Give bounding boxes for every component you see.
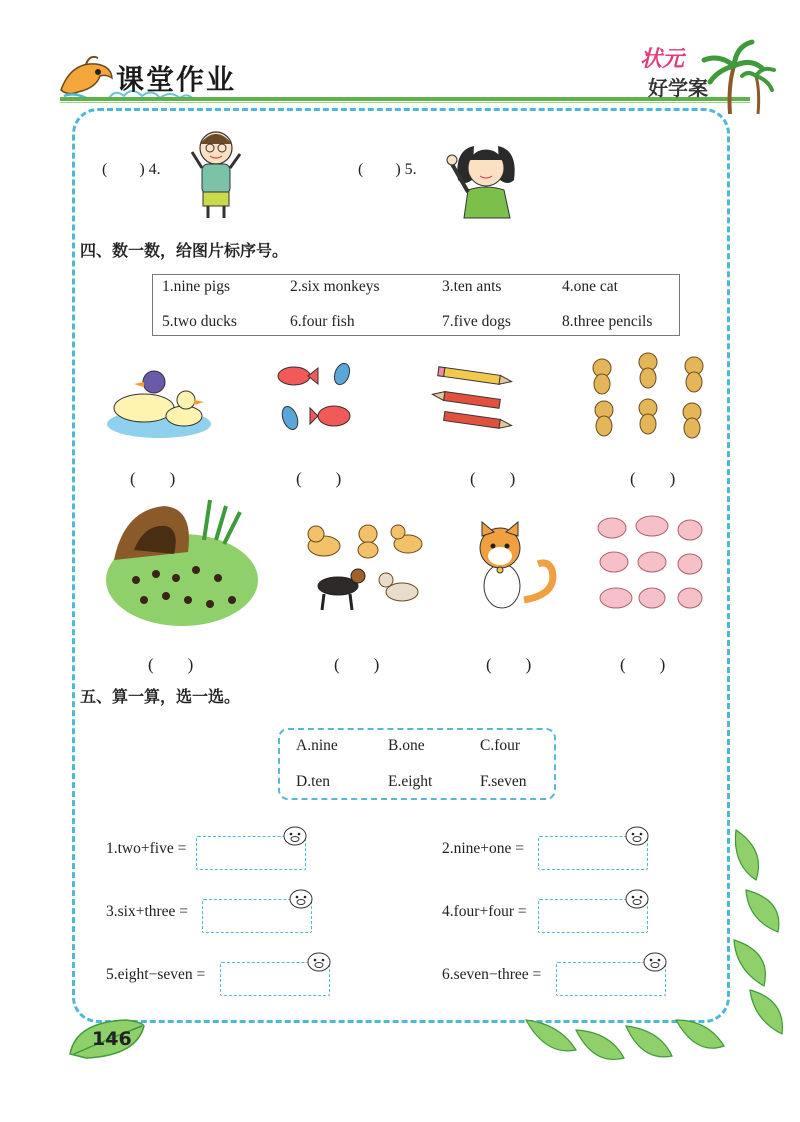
word-item: 6.four fish xyxy=(290,313,355,330)
equation-label: 1.two+five = xyxy=(106,840,187,857)
brand-logo-top: 状元 xyxy=(640,47,685,72)
boy-with-glasses-picture xyxy=(190,126,242,220)
section-4-title: 四、数一数，给图片标序号。 xyxy=(80,241,289,260)
word-item: 1.nine pigs xyxy=(162,278,231,295)
option-item: E.eight xyxy=(388,773,433,790)
pencils-picture xyxy=(436,366,516,430)
word-item: 7.five dogs xyxy=(442,313,511,330)
answer-blank[interactable]: ( ) xyxy=(296,469,342,488)
word-item: 2.six monkeys xyxy=(290,278,380,295)
option-item: B.one xyxy=(388,737,425,754)
pig-face-icon xyxy=(282,824,308,846)
word-item: 4.one cat xyxy=(562,278,618,295)
option-item: D.ten xyxy=(296,773,331,790)
equation-label: 3.six+three = xyxy=(106,903,189,920)
answer-blank[interactable]: ( ) xyxy=(486,655,532,674)
question-5-label: ( ) 5. xyxy=(358,161,417,178)
page-title: 课堂作业 xyxy=(116,63,237,96)
equation-label: 4.four+four = xyxy=(442,903,527,920)
fish-picture xyxy=(272,360,358,442)
word-item: 5.two ducks xyxy=(162,313,237,330)
answer-blank[interactable]: ( ) xyxy=(334,655,380,674)
answer-blank[interactable]: ( ) xyxy=(620,655,666,674)
monkeys-picture xyxy=(586,350,714,444)
equation-label: 6.seven−three = xyxy=(442,966,542,983)
answer-blank[interactable]: ( ) xyxy=(630,469,676,488)
ducks-picture xyxy=(104,362,214,440)
equation-label: 2.nine+one = xyxy=(442,840,525,857)
cat-picture xyxy=(468,520,560,612)
pig-face-icon xyxy=(288,887,314,909)
leaves-decoration-icon xyxy=(516,820,796,1070)
header-divider-thin xyxy=(60,102,750,103)
word-item: 3.ten ants xyxy=(442,278,502,295)
option-item: A.nine xyxy=(296,737,338,754)
answer-blank[interactable]: ( ) xyxy=(148,655,194,674)
answer-blank[interactable]: ( ) xyxy=(130,469,176,488)
section-5-title: 五、算一算，选一选。 xyxy=(80,687,241,706)
question-4-label: ( ) 4. xyxy=(102,161,161,178)
girl-picture xyxy=(444,140,524,218)
answer-blank[interactable]: ( ) xyxy=(470,469,516,488)
ants-picture xyxy=(104,500,260,630)
option-item: C.four xyxy=(480,737,521,754)
dogs-picture xyxy=(302,520,428,612)
palm-tree-icon xyxy=(700,36,780,116)
header-divider xyxy=(60,97,750,101)
word-item: 8.three pencils xyxy=(562,313,653,330)
option-item: F.seven xyxy=(480,773,527,790)
equation-label: 5.eight−seven = xyxy=(106,966,206,983)
page-number: 146 xyxy=(92,1028,132,1050)
pigs-picture xyxy=(594,514,706,614)
pig-face-icon xyxy=(306,950,332,972)
brand-logo-bottom: 好学案 xyxy=(648,76,708,100)
